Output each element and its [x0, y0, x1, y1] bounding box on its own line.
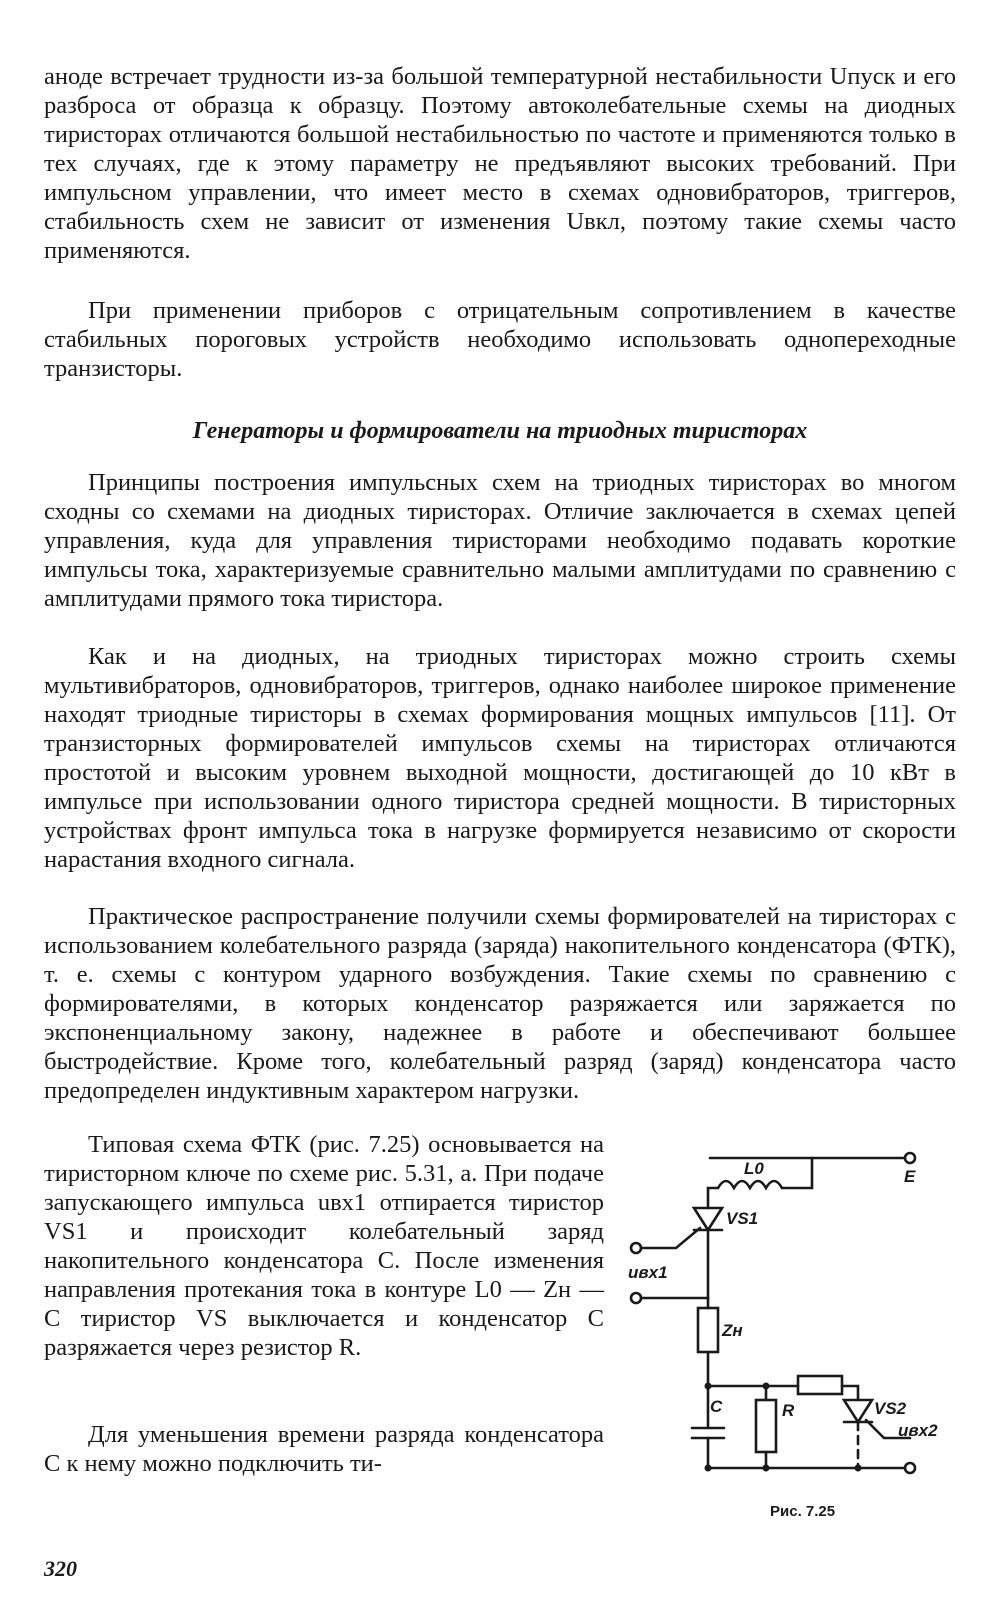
thyristor-vs2	[844, 1400, 872, 1422]
inductor-l0	[718, 1181, 782, 1188]
load-zn	[698, 1308, 718, 1352]
figure-caption: Рис. 7.25	[770, 1503, 836, 1520]
paragraph-3: Принципы построения импульсных схем на триодных тиристорах во многом сходны со схемами на диодных тиристорах. Отличие заключается в схемах цепей управления, куда для управления тиристорами необходимо подавать короткие импульсы тока, характеризуемые сравнительно малыми амплитудами по сравнению с амплитудами прямого тока тиристора.	[44, 469, 956, 612]
label-vs2: VS2	[874, 1399, 907, 1418]
label-uin2: uвх2	[898, 1421, 938, 1440]
label-zn: Zн	[722, 1321, 743, 1340]
terminal-in1-a	[631, 1243, 641, 1253]
label-l0: L0	[744, 1159, 764, 1178]
label-r: R	[782, 1401, 795, 1420]
paragraph-7: Для уменьшения времени разряда конденсатора C к нему можно подключить ти-	[44, 1421, 604, 1477]
page-number: 320	[44, 1556, 77, 1581]
label-c: C	[710, 1397, 723, 1416]
label-uin1: uвх1	[628, 1263, 668, 1282]
vs1-gate-wire	[636, 1228, 700, 1248]
terminal-out	[905, 1463, 915, 1473]
paragraph-5: Практическое распространение получили схемы формирователей на тиристорах с использованием колебательного разряда (заряда) накопительного конденсатора (ФТК), т. е. схемы с контуром ударного возбуждения. Такие схемы по сравнению с формирователями, в которых конденсатор разряжается или заряжается по экспоненциальному закону, надежнее в работе и обеспечивают большее быстродействие. Кроме того, колебательный разряд (заряд) конденсатора часто предопределен индуктивным характером нагрузки.	[44, 903, 956, 1104]
paragraph-6: Типовая схема ФТК (рис. 7.25) основывается на тиристорном ключе по схеме рис. 5.31, а. При подаче запускающего импульса uвх1 отпирается тиристор VS1 и происходит колебательный заряд накопительного конденсатора C. После изменения направления протекания тока в контуре L0 — Zн — C тиристор VS выключается и конденсатор C разряжается через резистор R.	[44, 1131, 604, 1361]
resistor-r	[756, 1400, 776, 1452]
terminal-e	[905, 1153, 915, 1163]
label-vs1: VS1	[726, 1209, 759, 1228]
series-resistor	[798, 1376, 842, 1394]
paragraph-4: Как и на диодных, на триодных тиристорах можно строить схемы мультивибраторов, одновибраторов, триггеров, однако наиболее широкое применение находят триодные тиристоры в схемах формирования мощных импульсов [11]. От транзисторных формирователей импульсов схемы на тиристорах отличаются простотой и высоким уровнем выходной мощности, достигающей до 10 кВт в импульсе при использовании одного тиристора средней мощности. В тиристорных устройствах фронт импульса тока в нагрузке формируется независимо от скорости нарастания входного сигнала.	[44, 643, 956, 873]
paragraph-2: При применении приборов с отрицательным сопротивлением в качестве стабильных пороговых устройств необходимо использовать однопереходные транзисторы.	[44, 297, 956, 382]
circuit-diagram	[622, 1138, 962, 1498]
section-heading: Генераторы и формирователи на триодных тиристорах	[192, 418, 808, 444]
label-e: E	[904, 1167, 916, 1186]
terminal-in1-b	[631, 1293, 641, 1303]
paragraph-1: аноде встречает трудности из-за большой температурной нестабильности Uпуск и его разброса от образца к образцу. Поэтому автоколебательные схемы на диодных тиристорах отличаются большой нестабильностью по частоте и применяются только в тех случаях, где к этому параметру не предъявляют высоких требований. При импульсном управлении, что имеет место в схемах одновибраторов, триггеров, стабильность схем не зависит от изменения Uвкл, поэтому такие схемы часто применяются.	[44, 63, 956, 264]
thyristor-vs1	[694, 1208, 722, 1230]
